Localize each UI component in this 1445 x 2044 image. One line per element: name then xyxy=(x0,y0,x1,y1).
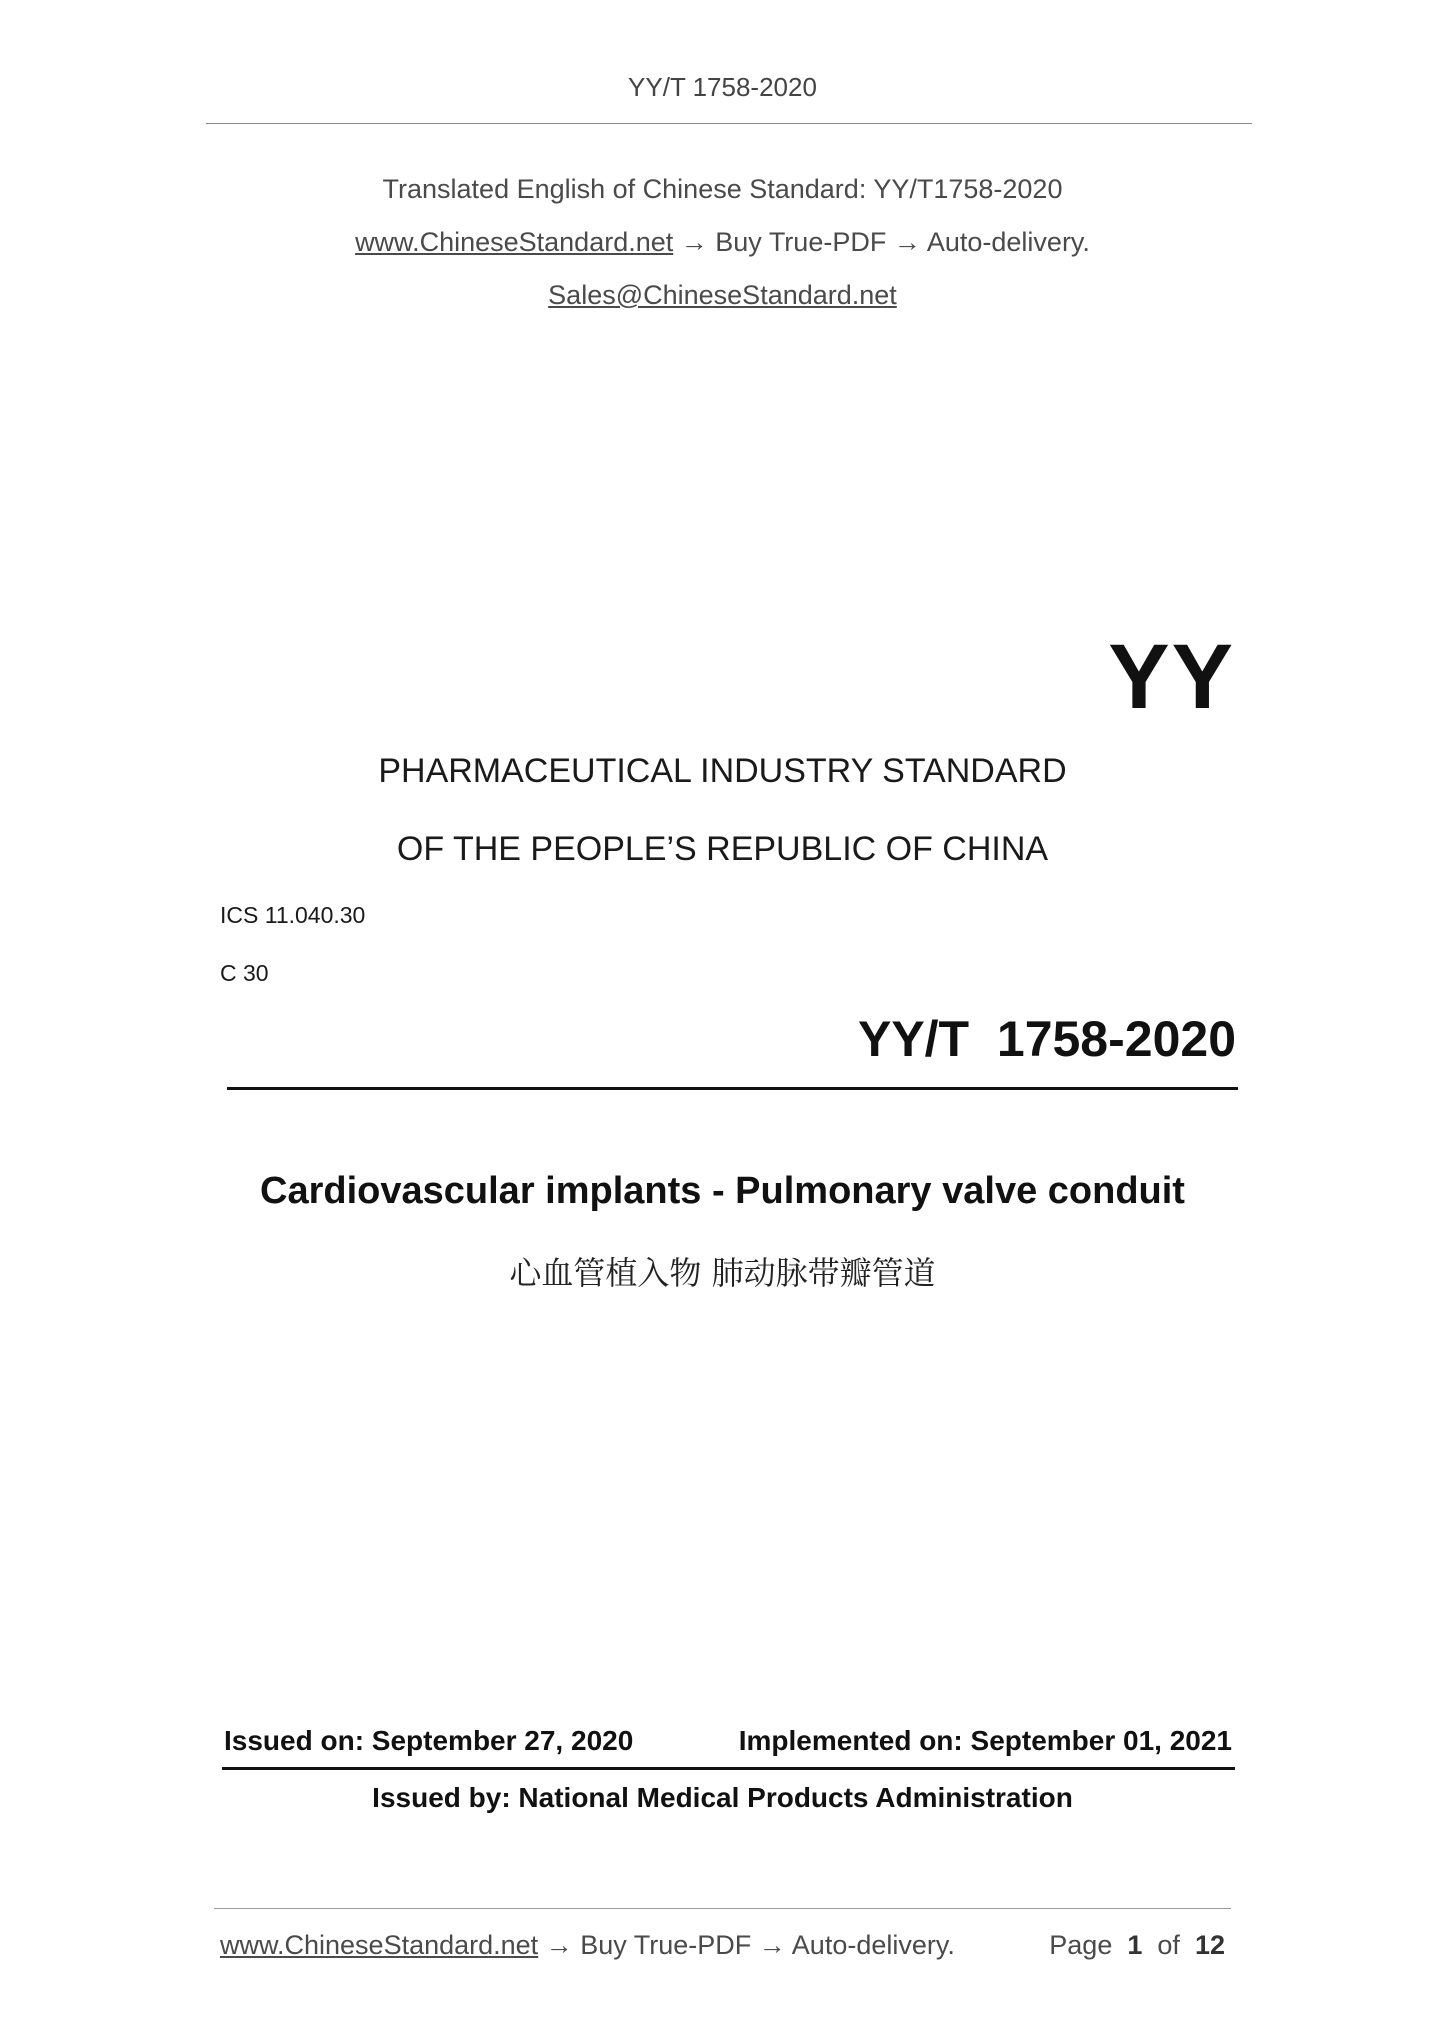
title-english: Cardiovascular implants - Pulmonary valve conduit xyxy=(260,1170,1185,1212)
running-header: YY/T 1758-2020 xyxy=(628,72,817,102)
issued-on-date: Issued on: September 27, 2020 xyxy=(224,1725,634,1756)
standard-number-divider xyxy=(227,1087,1238,1090)
footer-auto-delivery-text: Auto-delivery. xyxy=(791,1930,955,1960)
site-link[interactable]: www.ChineseStandard.net xyxy=(355,227,674,257)
implemented-on-date: Implemented on: September 01, 2021 xyxy=(738,1725,1232,1756)
page-indicator xyxy=(1049,1930,1225,1961)
category-code: YY xyxy=(1108,626,1235,728)
standard-heading-line1: PHARMACEUTICAL INDUSTRY STANDARD xyxy=(378,752,1067,790)
email-line xyxy=(0,280,1445,311)
page-of: of xyxy=(1157,1930,1180,1960)
title-chinese: 心血管植入物 肺动脉带瓣管道 xyxy=(509,1254,936,1292)
footer-promo xyxy=(220,1930,955,1961)
promo-line xyxy=(0,227,1445,258)
buy-text: Buy True-PDF xyxy=(715,227,887,257)
footer-buy-text: Buy True-PDF xyxy=(580,1930,752,1960)
standard-number: YY/T 1758-2020 xyxy=(857,1011,1236,1067)
auto-delivery-text: Auto-delivery. xyxy=(926,227,1090,257)
ics-code: ICS 11.040.30 xyxy=(220,902,366,928)
header-divider xyxy=(206,123,1252,124)
issue-divider xyxy=(222,1767,1235,1770)
page-label: Page xyxy=(1049,1930,1113,1960)
arrow-icon: → xyxy=(545,1930,573,1960)
footer-site-link[interactable]: www.ChineseStandard.net xyxy=(220,1930,539,1960)
issued-by: Issued by: National Medical Products Administration xyxy=(372,1782,1073,1813)
footer-divider xyxy=(214,1908,1231,1909)
translation-note: Translated English of Chinese Standard: YY/T1758-2020 xyxy=(382,174,1063,204)
arrow-icon: → xyxy=(680,227,708,257)
standard-heading-line2: OF THE PEOPLE’S REPUBLIC OF CHINA xyxy=(396,830,1049,868)
email-link[interactable]: Sales@ChineseStandard.net xyxy=(548,280,897,310)
page-total: 12 xyxy=(1194,1930,1225,1960)
arrow-icon: → xyxy=(893,227,921,257)
page-current: 1 xyxy=(1127,1930,1143,1960)
arrow-icon: → xyxy=(758,1930,786,1960)
ccs-code: C 30 xyxy=(220,960,269,986)
